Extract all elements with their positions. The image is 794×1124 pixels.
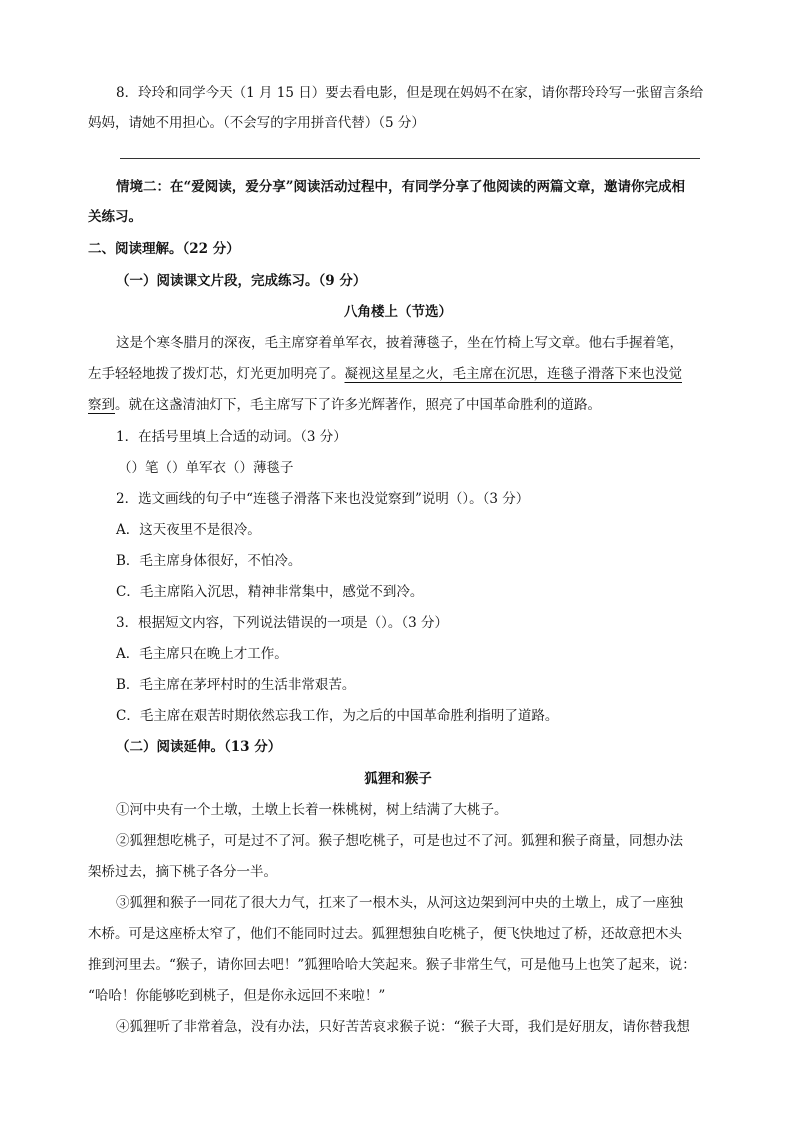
- question-1: 1．在括号里填上合适的动词。（3 分）: [116, 429, 347, 445]
- situation-2-line-2: 关练习。: [88, 209, 142, 225]
- question-2-option-c: C．毛主席陷入沉思，精神非常集中，感觉不到冷。: [116, 584, 424, 600]
- part-2-heading: （二）阅读延伸。（13 分）: [116, 739, 282, 755]
- excerpt-line-1: 这是个寒冬腊月的深夜，毛主席穿着单军衣，披着薄毯子，坐在竹椅上写文章。他右手握着笔，: [116, 335, 683, 351]
- story-paragraph-2-line-2: 架桥过去，摘下桃子各分一半。: [88, 864, 277, 880]
- situation-2-line-1: 情境二：在“爱阅读，爱分享”阅读活动过程中，有同学分享了他阅读的两篇文章，邀请你完成相: [116, 179, 686, 195]
- excerpt-line-2: [88, 361, 708, 387]
- question-8-line-2: 妈妈，请她不用担心。（不会写的字用拼音代替）（5 分）: [88, 115, 425, 131]
- question-3: 3．根据短文内容，下列说法错误的一项是（）。（3 分）: [116, 615, 448, 631]
- excerpt-line-3-plain: 。就在这盏清油灯下，毛主席写下了许多光辉著作，照亮了中国革命胜利的道路。: [115, 397, 601, 413]
- story-paragraph-3-line-2: 木桥。可是这座桥太窄了，他们不能同时过去。狐狸想独自吃桃子，便飞快地过了桥，还故意把木头: [88, 926, 682, 942]
- story-paragraph-1: ①河中央有一个土墩，土墩上长着一株桃树，树上结满了大桃子。: [116, 802, 508, 818]
- question-2-option-a: A．这天夜里不是很冷。: [116, 522, 261, 538]
- story-paragraph-3-line-3: 推到河里去。“猴子，请你回去吧！”狐狸哈哈大笑起来。猴子非常生气，可是他马上也笑了起来，说：: [88, 957, 696, 973]
- excerpt-line-3: [88, 392, 708, 418]
- question-1-blanks: （）笔（）单军衣（）薄毯子: [118, 460, 294, 476]
- part-1-title: 八角楼上（节选）: [344, 304, 452, 320]
- story-paragraph-2-line-1: ②狐狸想吃桃子，可是过不了河。猴子想吃桃子，可是也过不了河。狐狸和猴子商量，同想办法: [116, 833, 683, 849]
- section-2-heading: 二、阅读理解。（22 分）: [88, 241, 240, 257]
- question-2-option-b: B．毛主席身体很好，不怕冷。: [116, 553, 302, 569]
- question-3-option-c: C．毛主席在艰苦时期依然忘我工作，为之后的中国革命胜利指明了道路。: [116, 708, 559, 724]
- excerpt-underlined-sentence-end: 察到: [88, 397, 115, 413]
- answer-line: [120, 158, 700, 159]
- question-2: 2．选文画线的句子中“连毯子滑落下来也没觉察到”说明（）。（3 分）: [116, 491, 530, 507]
- part-1-heading: （一）阅读课文片段，完成练习。（9 分）: [116, 273, 367, 289]
- excerpt-line-2-plain: 左手轻轻地拨了拨灯芯，灯光更加明亮了。: [88, 366, 345, 382]
- question-3-option-a: A．毛主席只在晚上才工作。: [116, 646, 288, 662]
- story-paragraph-3-line-4: “哈哈！你能够吃到桃子，但是你永远回不来啦！”: [88, 988, 386, 1004]
- question-8-line-1: 8．玲玲和同学今天（1 月 15 日）要去看电影，但是现在妈妈不在家，请你帮玲玲写一张留言条给: [116, 85, 704, 101]
- story-paragraph-3-line-1: ③狐狸和猴子一同花了很大力气，扛来了一根木头，从河这边架到河中央的土墩上，成了一座独: [116, 895, 683, 911]
- story-paragraph-4-line-1: ④狐狸听了非常着急，没有办法，只好苦苦哀求猴子说：“猴子大哥，我们是好朋友，请你替我想: [116, 1019, 690, 1035]
- excerpt-underlined-sentence-start: 凝视这星星之火，毛主席在沉思，连毯子滑落下来也没觉: [344, 366, 682, 382]
- part-2-title: 狐狸和猴子: [364, 771, 432, 787]
- question-3-option-b: B．毛主席在茅坪村时的生活非常艰苦。: [116, 677, 356, 693]
